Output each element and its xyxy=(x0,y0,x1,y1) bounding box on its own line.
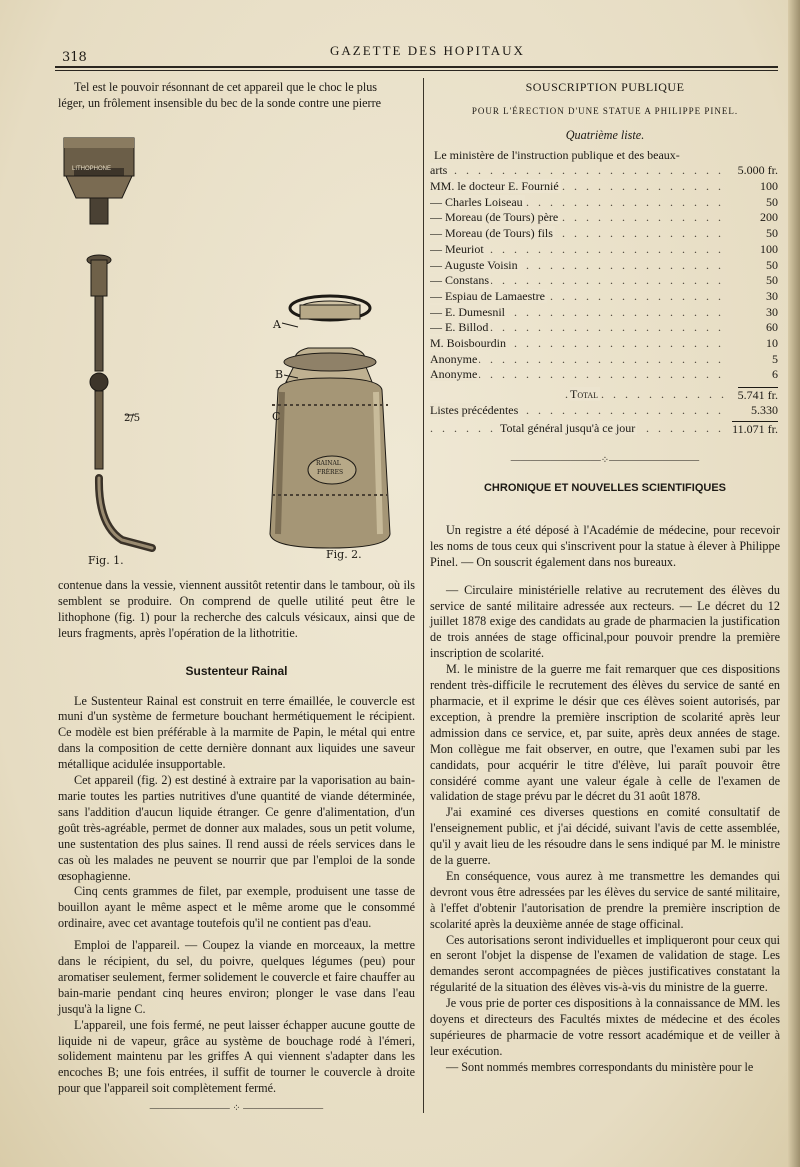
subscriber-name: MM. le docteur E. Fournié xyxy=(430,179,559,194)
subscription-amount: 10 xyxy=(766,335,778,350)
section-divider: —————————⁘————————— xyxy=(510,455,700,467)
intro-line: Tel est le pouvoir résonnant de cet appareil que le choc le plus xyxy=(74,80,378,94)
subscription-amount: 50 xyxy=(766,257,778,272)
lithophone-and-sustenteur-illustration xyxy=(60,130,415,575)
subscriber-name: — Constans xyxy=(430,273,490,288)
left-body xyxy=(58,578,415,1117)
jar-label-line2: FRÈRES xyxy=(317,469,344,476)
subscription-amount: 200 xyxy=(760,210,778,225)
grand-total-amount: 11.071 fr. xyxy=(732,422,778,437)
left-intro xyxy=(58,80,415,112)
paragraph: Un registre a été déposé à l'Académie de médecine, pour recevoir les noms de tous ceux qui s'inscrivent pour la statue à élever à Philippe Pinel. — On souscrit également dans nos bureaux. xyxy=(430,522,780,569)
column-separator xyxy=(423,78,424,1113)
subscription-entry xyxy=(430,179,780,195)
subscriber-name: M. Boisbourdin xyxy=(430,335,507,350)
intro-line: léger, un frôlement insensible du bec de la sonde contre une pierre xyxy=(58,95,382,110)
paragraph: Je vous prie de porter ces dispositions à la connaissance de MM. les doyens et directeurs des Facultés mixtes de médecine et des écoles supérieures de pharmacie de votre ressort académique et de veiller à leur exécution. xyxy=(430,996,780,1058)
previous-label: Listes précédentes xyxy=(430,402,519,417)
subscription-subtitle: POUR L'ÉRECTION D'UNE STATUE A PHILIPPE PINEL. xyxy=(471,105,739,116)
paragraph: contenue dans la vessie, viennent aussitôt retentir dans le tambour, où ils semblent se produire. On comprend de quelle utilité peut être le lithophone (fig. 1) pour la recherche des calculs vésicaux, ainsi que de leurs fragments, après l'opération de la lithotritie. xyxy=(58,578,415,640)
paragraph: J'ai examiné ces diverses questions en comité consultatif de l'enseignement public, et j'ai décidé, suivant l'avis de cette assemblée, qu'il y avait lieu de les résoudre dans le sens indiqué par M. le ministre de la guerre. xyxy=(430,805,780,868)
grand-total-label: Total général jusqu'à ce jour xyxy=(500,421,636,436)
previous-amount: 5.330 xyxy=(751,402,778,417)
figure-area xyxy=(60,130,415,575)
total-amount: 5.741 fr. xyxy=(737,388,778,403)
subscriber-name: — E. Billod xyxy=(430,320,489,335)
paragraph: En conséquence, vous aurez à me transmettre les demandes qui devront vous être adressées par les élèves du service de santé militaire, à l'effet d'obtenir l'autorisation de prendre la première inscription de scolarité après la deuxième année de stage officinal. xyxy=(430,868,780,931)
subscription-entry xyxy=(430,289,780,305)
leader-dots xyxy=(430,163,728,179)
grand-total-row xyxy=(430,421,780,437)
label-b: B xyxy=(275,368,284,381)
running-title: GAZETTE DES HOPITAUX xyxy=(330,43,525,58)
lithophone-label: LITHOPHONE xyxy=(72,166,112,172)
paragraph: — Sont nommés membres correspondants du ministère pour le xyxy=(446,1059,754,1074)
header-rule-thin xyxy=(55,70,778,71)
subscription-entry xyxy=(430,336,780,352)
subscription-entry xyxy=(430,163,780,179)
sustenteur-jar-drawing xyxy=(270,296,390,548)
paragraph: Le Sustenteur Rainal est construit en terre émaillée, le couvercle est muni d'un système de fermeture bouchant hermétiquement le récipient. Ce modèle est bien préférable à la marmite de Papin, le métal qui entre dans la composition de cette dernière donnant aux liquides une saveur métallique acidulée insupportable. xyxy=(58,693,415,772)
subscription-entry xyxy=(430,352,780,368)
subscription-entry xyxy=(430,195,780,211)
subscription-entry xyxy=(430,320,780,336)
first-line: Le ministère de l'instruction publique et des beaux- xyxy=(434,147,680,162)
subscription-title: SOUSCRIPTION PUBLIQUE xyxy=(525,80,685,94)
scale-label: 2/5 xyxy=(124,413,141,424)
subscriber-name: — Charles Loiseau xyxy=(430,194,523,209)
total-row xyxy=(430,387,780,403)
fig2-caption: Fig. 2. xyxy=(326,548,362,561)
jar-label-line1: RAINAL xyxy=(316,460,341,467)
subscriber-name: — Moreau (de Tours) fils xyxy=(430,226,553,241)
subscription-entry xyxy=(430,210,780,226)
end-ornament: ———————— ⁘ ———————— xyxy=(149,1103,324,1115)
subscription-amount: 50 xyxy=(766,273,778,288)
subscription-entry xyxy=(430,305,780,321)
page-spine xyxy=(788,0,800,1167)
subscription-entry xyxy=(430,258,780,274)
subscription-entry xyxy=(430,242,780,258)
paragraph: Ces autorisations seront individuelles et impliqueront pour ceux qui en seront l'objet la dispense de l'examen de validation de stage. Les demandes seront accompagnées de pièces justificatives constatant la régularité de la situation des élèves vis-à-vis du ministre de la guerre. xyxy=(430,932,780,995)
subscription-amount: 50 xyxy=(766,226,778,241)
paragraph: Cinq cents grammes de filet, par exemple, produisent une tasse de bouillon ayant le même aspect et le même arome que le consommé ordinaire, avec cet avantage toutefois qu'il ne contient pas d'eau. xyxy=(58,884,415,931)
subscription-amount: 5.000 fr. xyxy=(737,163,778,178)
paragraph: Cet appareil (fig. 2) est destiné à extraire par la vaporisation au bain-marie toutes les parties nutritives d'une quantité de viande déterminée, sans l'addition d'aucun liquide étranger. Ce genre d'alimentation, d'un goût très-agréable, permet de donner aux malades, sous un petit volume, une sustentation des plus saines. Il rend aussi de réels services dans le cas où les malades ne peuvent se nourrir que par l'emploi de la sonde œsophagienne. xyxy=(58,773,415,883)
label-a: A xyxy=(273,318,281,331)
subscriber-name: — Espiau de Lamaestre xyxy=(430,288,545,303)
list-title: Quatrième liste. xyxy=(565,127,645,142)
subscription-amount: 5 xyxy=(772,351,778,366)
subscription-entry xyxy=(430,273,780,289)
label-c: C xyxy=(272,410,281,423)
subscription-entry xyxy=(430,226,780,242)
header-rule xyxy=(55,66,778,68)
paragraph: Emploi de l'appareil. — Coupez la viande en morceaux, la mettre dans le récipient, du sel, du poivre, quelques légumes (peu) pour aromatiser seulement, fermer solidement le couvercle et faire chauffer au bain-marie pendant cinq heures environ; plonger le vase dans l'eau jusqu'à la ligne C. xyxy=(58,938,415,1016)
subscription-amount: 50 xyxy=(766,194,778,209)
section-title: Sustenteur Rainal xyxy=(185,663,288,678)
subscriber-name: — Moreau (de Tours) père xyxy=(430,210,559,225)
subscriber-name: Anonyme xyxy=(430,351,478,366)
subscription-block xyxy=(430,80,780,1076)
subscriber-name: arts xyxy=(430,163,448,178)
subscription-amount: 60 xyxy=(766,320,778,335)
previous-row xyxy=(430,403,780,419)
chronique-title: CHRONIQUE ET NOUVELLES SCIENTIFIQUES xyxy=(483,482,727,495)
total-label: Total xyxy=(570,387,599,402)
subscription-list xyxy=(430,148,780,437)
fig1-caption: Fig. 1. xyxy=(88,554,124,567)
paragraph: L'appareil, une fois fermé, ne peut laisser échapper aucune goutte de liquide ni de vapeur, grâce au système de bouchage rodé à l'émeri, solidement maintenu par les griffes A qui viennent s'adapter dans les encoches B; une fois entrées, il suffit de tourner le couvercle à droite pour que l'appareil soit complètement fermé. xyxy=(58,1017,415,1096)
subscription-amount: 30 xyxy=(766,304,778,319)
subscription-amount: 6 xyxy=(772,367,778,382)
subscriber-name: — E. Dumesnil xyxy=(430,304,505,319)
subscriber-name: Anonyme xyxy=(430,367,478,382)
subscription-amount: 100 xyxy=(760,241,778,256)
subscriber-name: — Meuriot xyxy=(430,241,484,256)
paragraph: M. le ministre de la guerre me fait remarquer que ces dispositions rendent très-difficile le recrutement des élèves du service de santé en pharmacie, et il exprime le désir que ces élèves soient autorisés, par exception, à prendre la première inscription de scolarité après leur admission dans ce service, et, par suite, après deux années de stage. Mon collègue me fait observer, en outre, que l'examen subi par les candidats, pour acquérir le titre d'élève, lui paraît pouvoir être considéré comme ayant une valeur égale à celle de l'examen de validation de stage prévu par le décret du 31 août 1878. xyxy=(430,662,780,804)
page-number: 318 xyxy=(62,50,87,65)
subscription-amount: 30 xyxy=(766,288,778,303)
subscriber-name: — Auguste Voisin xyxy=(430,257,518,272)
paragraph: — Circulaire ministérielle relative au recrutement des élèves du service de santé militaire adressée aux recteurs. — Le décret du 12 juillet 1878 exige des candidats au grade de pharmacien la justification de trois années de stage officinal,pour pouvoir prendre la première inscription de scolarité. xyxy=(430,582,780,661)
subscription-entry xyxy=(430,367,780,383)
subscription-amount: 100 xyxy=(760,179,778,194)
lithophone-drawing xyxy=(64,138,152,548)
